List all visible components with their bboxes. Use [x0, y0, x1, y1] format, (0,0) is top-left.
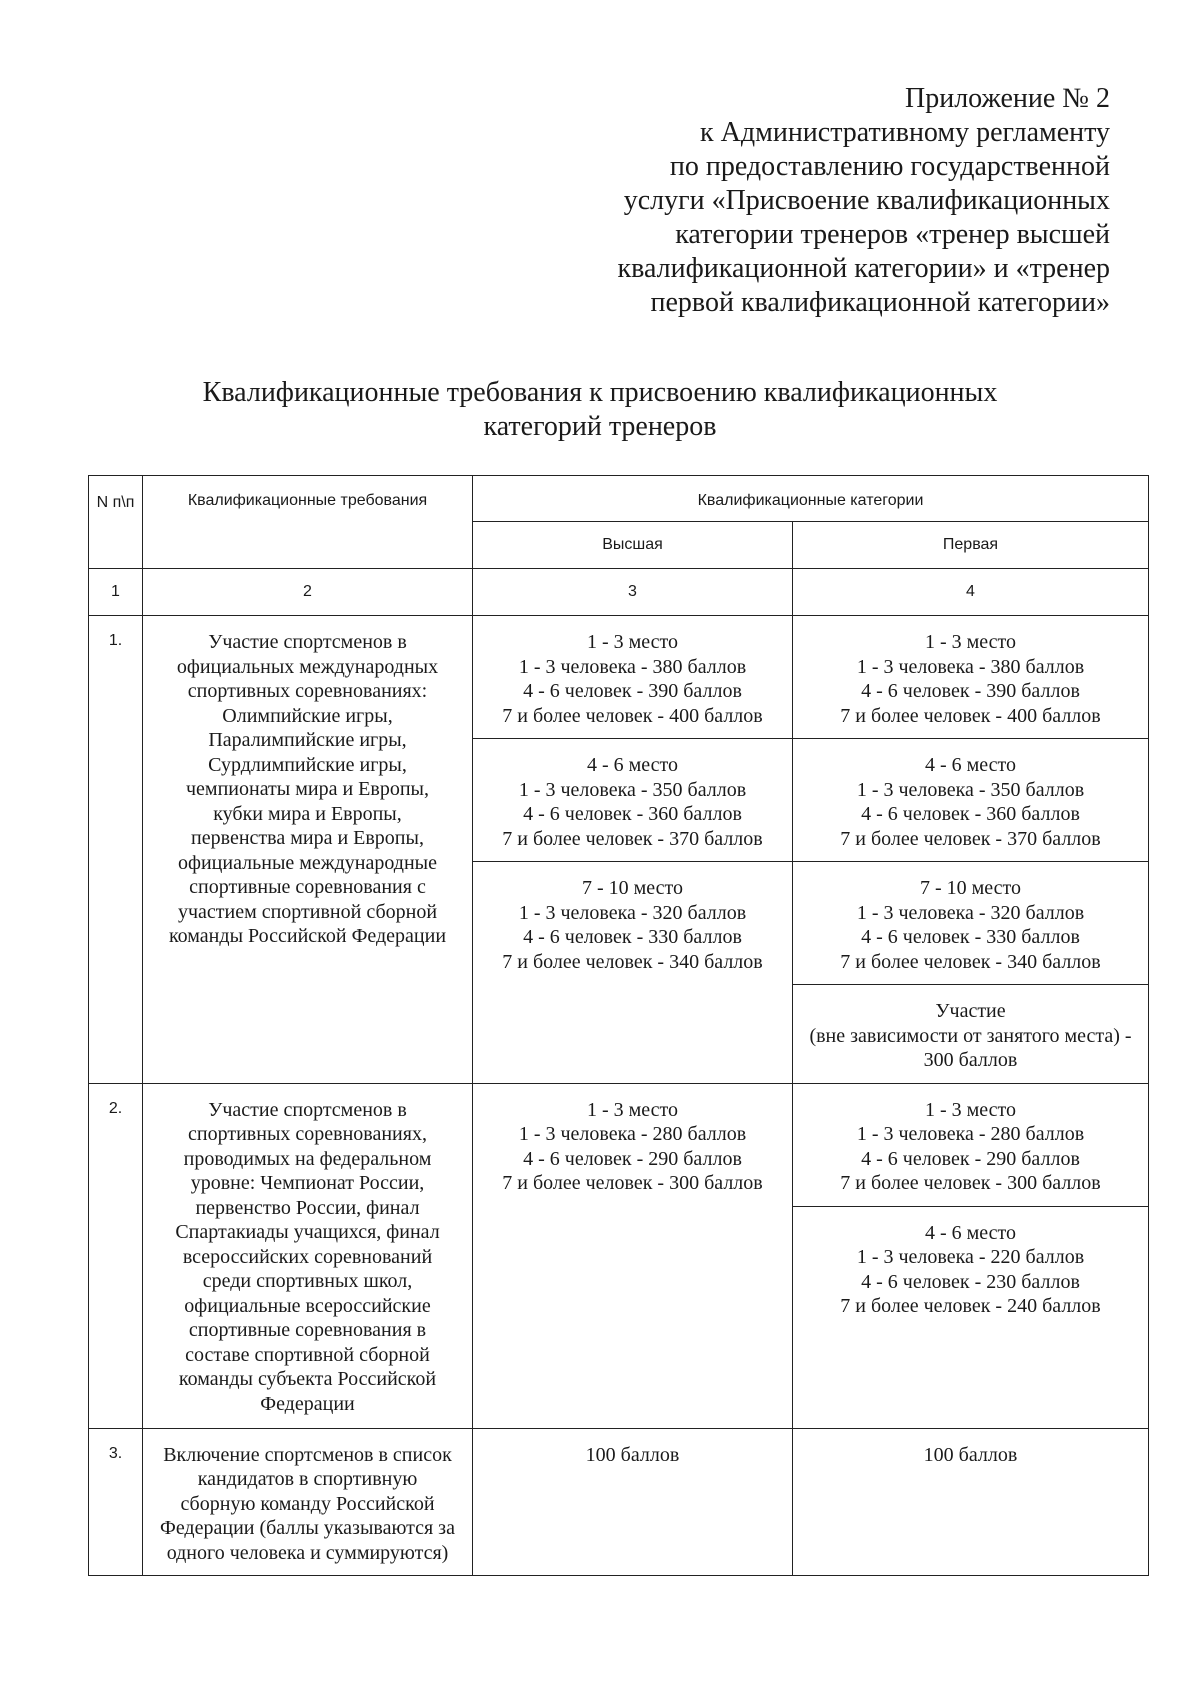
requirement-line: уровне: Чемпионат России, — [190, 1172, 425, 1194]
score-line: 4 - 6 человек - 390 баллов — [523, 680, 742, 702]
requirement-line: проводимых на федеральном — [183, 1147, 432, 1170]
score-line: 1 - 3 человека - 380 баллов — [518, 655, 747, 678]
score-line: 7 и более человек - 370 баллов — [840, 827, 1101, 850]
requirement-line: команды субъекта Российской — [178, 1368, 437, 1390]
score-line: 7 и более человек - 370 баллов — [502, 827, 763, 850]
score-line: 7 - 10 место — [581, 877, 684, 899]
requirement-line: чемпионаты мира и Европы, — [186, 778, 429, 800]
appendix-line: услуги «Присвоение квалификационных — [623, 185, 1110, 216]
appendix-line: Приложение № 2 — [905, 83, 1110, 114]
score-line: 7 - 10 место — [919, 877, 1022, 899]
requirement-line: Сурдлимпийские игры, — [208, 753, 407, 776]
appendix-line: категории тренеров «тренер высшей — [675, 219, 1110, 250]
requirement-line: участием спортивной сборной — [177, 900, 438, 923]
title-line: категорий тренеров — [483, 411, 717, 442]
header-num: N п\п — [89, 476, 143, 569]
row-number: 2. — [89, 1083, 143, 1428]
first-score-cell — [793, 739, 1149, 862]
first-score-cell — [793, 1083, 1149, 1206]
score-line: 4 - 6 человек - 360 баллов — [523, 803, 742, 825]
requirement-line: спортивных соревнованиях: — [187, 680, 428, 702]
appendix-line: первой квалификационной категории» — [650, 287, 1110, 318]
column-number: 4 — [793, 569, 1149, 616]
requirement-line: Спартакиады учащихся, финал — [175, 1221, 440, 1243]
higher-score-cell — [473, 616, 793, 739]
score-line: 1 - 3 место — [586, 1098, 679, 1121]
score-line: 1 - 3 человека - 320 баллов — [518, 901, 747, 924]
score-line: 1 - 3 человека - 320 баллов — [856, 901, 1085, 924]
requirement-line: одного человека и суммируются) — [166, 1541, 449, 1564]
requirement-text — [143, 1083, 473, 1428]
score-line: 7 и более человек - 240 баллов — [840, 1295, 1101, 1317]
score-line: 1 - 3 человека - 350 баллов — [518, 778, 747, 801]
score-line: 1 - 3 человека - 280 баллов — [856, 1123, 1085, 1145]
score-line: 1 - 3 человека - 350 баллов — [856, 778, 1085, 801]
table-row — [89, 1428, 1149, 1576]
score-line: 7 и более человек - 400 баллов — [840, 704, 1101, 727]
requirement-line: команды Российской Федерации — [168, 925, 447, 947]
score-line: 1 - 3 человека - 280 баллов — [518, 1123, 747, 1145]
appendix-line: квалификационной категории» и «тренер — [617, 253, 1110, 284]
requirement-line: Федерации (баллы указываются за — [160, 1517, 455, 1539]
score-line: 4 - 6 человек - 290 баллов — [861, 1147, 1080, 1170]
row-number: 3. — [89, 1428, 143, 1576]
requirement-line: кандидатов в спортивную — [197, 1468, 418, 1490]
requirement-line: Участие спортсменов в — [208, 1098, 407, 1121]
score-line: 1 - 3 место — [924, 1098, 1017, 1121]
requirement-line: Паралимпийские игры, — [208, 729, 407, 751]
appendix-line: по предоставлению государственной — [669, 151, 1110, 182]
score-line: 1 - 3 место — [924, 631, 1017, 653]
column-number: 3 — [473, 569, 793, 616]
requirement-line: Олимпийские игры, — [222, 704, 393, 727]
score-line: 4 - 6 человек - 330 баллов — [861, 926, 1080, 948]
first-score-cell — [793, 1206, 1149, 1428]
requirement-line: официальные международные — [178, 851, 437, 874]
column-number: 2 — [143, 569, 473, 616]
first-score-cell — [793, 862, 1149, 985]
higher-score-cell — [473, 862, 793, 1084]
score-line: 4 - 6 человек - 230 баллов — [861, 1270, 1080, 1293]
requirement-text — [143, 1428, 473, 1576]
requirement-line: спортивные соревнования в — [188, 1319, 427, 1341]
score-line: 4 - 6 человек - 290 баллов — [523, 1147, 742, 1170]
score-line: 100 баллов — [585, 1443, 680, 1466]
table-header-row — [89, 476, 1149, 522]
requirement-line: Федерации — [260, 1392, 355, 1415]
requirement-line: Участие спортсменов в — [208, 631, 407, 653]
higher-score-cell — [473, 1083, 793, 1428]
score-line: 4 - 6 место — [924, 1221, 1017, 1244]
requirement-line: среди спортивных школ, — [202, 1270, 413, 1292]
column-number: 1 — [89, 569, 143, 616]
score-line: 4 - 6 место — [924, 754, 1017, 776]
score-line: 7 и более человек - 400 баллов — [502, 704, 763, 727]
first-score-cell — [793, 616, 1149, 739]
score-line: 7 и более человек - 340 баллов — [502, 950, 763, 973]
score-line: 4 - 6 человек - 390 баллов — [861, 680, 1080, 702]
requirement-line: спортивные соревнования с — [189, 876, 426, 898]
appendix-header — [510, 82, 1110, 320]
score-line: 1 - 3 человека - 380 баллов — [856, 655, 1085, 678]
title-line: Квалификационные требования к присвоению квалификационных — [202, 377, 998, 408]
header-categories: Квалификационные категории — [473, 476, 1149, 522]
column-number-row — [89, 569, 1149, 616]
score-line: 1 - 3 место — [586, 631, 679, 653]
requirement-line: всероссийских соревнований — [182, 1245, 433, 1268]
first-score-cell — [793, 1428, 1149, 1576]
requirement-line: кубки мира и Европы, — [213, 802, 402, 825]
higher-score-cell — [473, 1428, 793, 1576]
score-line: 4 - 6 человек - 330 баллов — [523, 926, 742, 948]
requirement-line: составе спортивной сборной — [185, 1343, 430, 1366]
document-title — [120, 376, 1080, 444]
score-line: 100 баллов — [923, 1443, 1018, 1466]
requirement-line: официальные всероссийские — [184, 1294, 431, 1317]
requirement-line: Включение спортсменов в список — [163, 1443, 452, 1466]
header-requirements: Квалификационные требования — [143, 476, 473, 569]
score-line: 7 и более человек - 340 баллов — [840, 950, 1101, 973]
requirements-table — [88, 475, 1149, 1576]
score-line: 1 - 3 человека - 220 баллов — [856, 1246, 1085, 1268]
requirement-line: спортивных соревнованиях, — [188, 1123, 427, 1145]
header-first: Первая — [793, 522, 1149, 569]
score-line: 7 и более человек - 300 баллов — [502, 1172, 763, 1194]
first-score-cell — [793, 985, 1149, 1084]
higher-score-cell — [473, 739, 793, 862]
score-line: 4 - 6 человек - 360 баллов — [861, 803, 1080, 825]
score-line: 7 и более человек - 300 баллов — [840, 1172, 1101, 1194]
score-line: Участие — [935, 1000, 1006, 1022]
requirement-text — [143, 616, 473, 1084]
score-line: (вне зависимости от занятого места) - — [809, 1024, 1132, 1047]
requirement-line: первенство России, финал — [195, 1196, 420, 1219]
table-row — [89, 1083, 1149, 1206]
row-number: 1. — [89, 616, 143, 1084]
requirement-line: официальных международных — [176, 655, 439, 678]
table-row — [89, 616, 1149, 739]
requirement-line: сборную команду Российской — [180, 1492, 435, 1515]
requirement-line: первенства мира и Европы, — [191, 827, 424, 849]
appendix-line: к Административному регламенту — [700, 117, 1110, 148]
score-line: 4 - 6 место — [586, 754, 679, 776]
score-line: 300 баллов — [923, 1049, 1018, 1071]
header-higher: Высшая — [473, 522, 793, 569]
